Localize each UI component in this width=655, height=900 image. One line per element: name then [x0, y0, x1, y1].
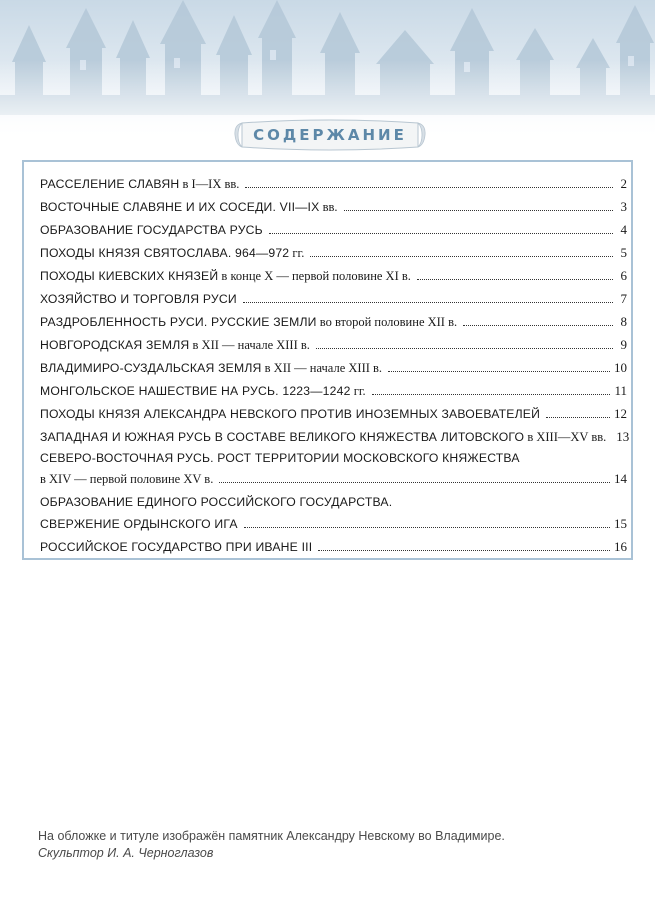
toc-item[interactable]	[40, 287, 627, 307]
toc-leader-dots	[388, 371, 610, 372]
toc-item[interactable]	[40, 402, 627, 422]
toc-page-number: 12	[614, 406, 627, 421]
toc-item[interactable]	[40, 425, 630, 445]
toc-item[interactable]	[40, 467, 627, 487]
toc-leader-dots	[417, 279, 613, 280]
toc-item-title: ХОЗЯЙСТВО И ТОРГОВЛЯ РУСИ	[40, 292, 237, 306]
toc-item[interactable]	[40, 264, 627, 284]
sculptor-credit: Скульптор И. А. Черноглазов	[38, 846, 214, 860]
toc-leader-dots	[344, 210, 613, 211]
toc-leader-dots	[318, 550, 610, 551]
toc-item[interactable]	[40, 535, 627, 555]
toc-page-number: 4	[620, 222, 627, 237]
toc-page-number: 3	[620, 199, 627, 214]
toc-page-number: 6	[620, 268, 627, 283]
toc-page-number: 14	[614, 471, 627, 486]
toc-leader-dots	[245, 187, 613, 188]
toc-leader-dots	[316, 348, 613, 349]
toc-item-title: СВЕРЖЕНИЕ ОРДЫНСКОГО ИГА	[40, 517, 238, 531]
toc-item-title: ОБРАЗОВАНИЕ ЕДИНОГО РОССИЙСКОГО ГОСУДАРСТВА.	[40, 495, 393, 509]
toc-page-number: 5	[620, 245, 627, 260]
toc-page-number: 11	[614, 383, 627, 398]
toc-page-number: 9	[620, 337, 627, 352]
toc-page-number: 7	[620, 291, 627, 306]
toc-item-title: СЕВЕРО-ВОСТОЧНАЯ РУСЬ. РОСТ ТЕРРИТОРИИ МОСКОВСКОГО КНЯЖЕСТВА	[40, 451, 520, 465]
toc-item-title: РАССЕЛЕНИЕ СЛАВЯН в I—IX вв.	[40, 177, 240, 191]
toc-leader-dots	[269, 233, 613, 234]
toc-page-number: 10	[614, 360, 627, 375]
toc-leader-dots	[372, 394, 611, 395]
toc-leader-dots	[244, 527, 610, 528]
toc-page-number: 16	[614, 539, 627, 554]
toc-leader-dots	[546, 417, 610, 418]
toc-item[interactable]	[40, 333, 627, 353]
toc-item[interactable]	[40, 218, 627, 238]
toc-item[interactable]	[40, 195, 627, 215]
cover-note-text: На обложке и титуле изображён памятник Александру Невскому во Владимире.	[38, 829, 505, 843]
cover-note	[38, 828, 638, 862]
toc-item[interactable]	[40, 241, 627, 261]
toc-item[interactable]	[40, 512, 627, 532]
toc-page-number: 2	[620, 176, 627, 191]
toc-item[interactable]	[40, 446, 627, 466]
toc-item-title: МОНГОЛЬСКОЕ НАШЕСТВИЕ НА РУСЬ. 1223—1242 гг.	[40, 384, 366, 398]
toc-item-title: ПОХОДЫ КНЯЗЯ АЛЕКСАНДРА НЕВСКОГО ПРОТИВ ИНОЗЕМНЫХ ЗАВОЕВАТЕЛЕЙ	[40, 407, 541, 421]
toc-item-title: РАЗДРОБЛЕННОСТЬ РУСИ. РУССКИЕ ЗЕМЛИ во второй половине XII в.	[40, 315, 458, 329]
toc-item-title: ПОХОДЫ КНЯЗЯ СВЯТОСЛАВА. 964—972 гг.	[40, 246, 305, 260]
toc-item[interactable]	[40, 356, 627, 376]
toc-item[interactable]	[40, 490, 627, 510]
toc-leader-dots	[219, 482, 610, 483]
toc-item-title: ЗАПАДНАЯ И ЮЖНАЯ РУСЬ В СОСТАВЕ ВЕЛИКОГО КНЯЖЕСТВА ЛИТОВСКОГО в XIII—XV вв.	[40, 430, 607, 444]
toc-item-title: ВЛАДИМИРО-СУЗДАЛЬСКАЯ ЗЕМЛЯ в XII — начале XIII в.	[40, 361, 383, 375]
toc-page-number: 15	[614, 516, 627, 531]
toc-item[interactable]	[40, 379, 627, 399]
toc-item[interactable]	[40, 310, 627, 330]
toc-leader-dots	[463, 325, 613, 326]
toc-item-title: НОВГОРОДСКАЯ ЗЕМЛЯ в XII — начале XIII в.	[40, 338, 310, 352]
toc-item-title: в XIV — первой половине XV в.	[40, 472, 214, 486]
toc-item[interactable]	[40, 172, 627, 192]
toc-page-number: 13	[616, 429, 630, 444]
toc-leader-dots	[243, 302, 613, 303]
toc-item-title: ВОСТОЧНЫЕ СЛАВЯНЕ И ИХ СОСЕДИ. VII—IX вв.	[40, 200, 338, 214]
toc-item-title: ПОХОДЫ КИЕВСКИХ КНЯЗЕЙ в конце X — первой половине XI в.	[40, 269, 411, 283]
toc-item-title: ОБРАЗОВАНИЕ ГОСУДАРСТВА РУСЬ	[40, 223, 263, 237]
toc-page-number: 8	[620, 314, 627, 329]
page-title: СОДЕРЖАНИЕ	[253, 126, 407, 144]
toc-leader-dots	[310, 256, 613, 257]
toc-item-title: РОССИЙСКОЕ ГОСУДАРСТВО ПРИ ИВАНЕ III	[40, 540, 313, 554]
